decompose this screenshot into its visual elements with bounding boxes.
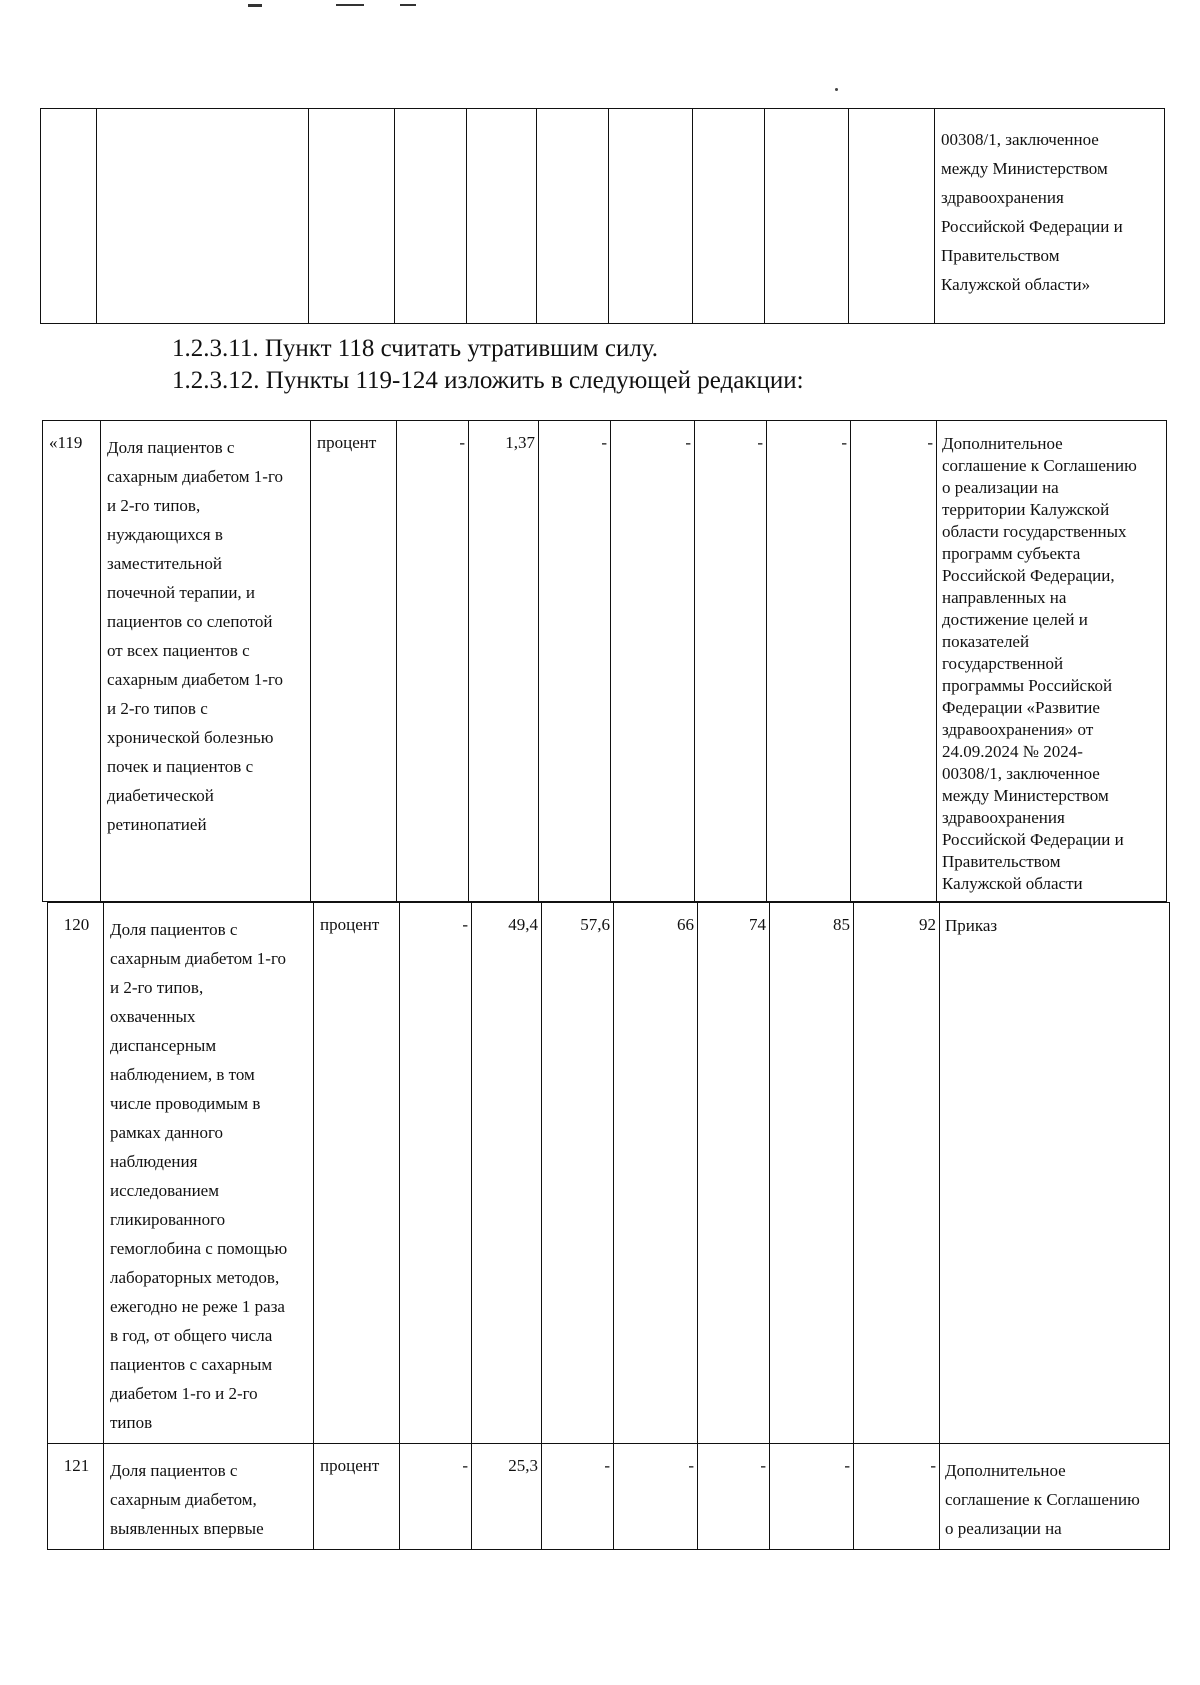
- value-cell: 1,37: [469, 421, 539, 902]
- scan-mark: [248, 4, 262, 7]
- value-cell: -: [400, 1444, 472, 1550]
- text-line: здравоохранения: [942, 808, 1065, 827]
- text-line: Правительством: [942, 852, 1061, 871]
- text-line: диабетом 1-го и 2-го: [110, 1384, 258, 1403]
- value-cell: 25,3: [472, 1444, 542, 1550]
- text-line: почек и пациентов с: [107, 757, 254, 776]
- text-line: здравоохранения» от: [942, 720, 1094, 739]
- value-cell: -: [397, 421, 469, 902]
- empty-cell: [309, 109, 395, 324]
- text-line: заместительной: [107, 554, 222, 573]
- text-line: сахарным диабетом 1-го: [110, 949, 287, 968]
- text-line: гликированного: [110, 1210, 226, 1229]
- row-number: «119: [43, 421, 101, 902]
- value-cell: 57,6: [542, 903, 614, 1444]
- text-line: хронической болезнью: [107, 728, 274, 747]
- empty-cell: [609, 109, 693, 324]
- text-line: диспансерным: [110, 1036, 217, 1055]
- unit-cell: процент: [311, 421, 397, 902]
- source-document-cell: [935, 109, 1165, 324]
- indicators-table: [42, 420, 1167, 902]
- text-line: исследованием: [110, 1181, 219, 1200]
- text-line: пациентов со слепотой: [107, 612, 273, 631]
- text-line: и 2-го типов с: [107, 699, 208, 718]
- value-cell: -: [539, 421, 611, 902]
- empty-cell: [395, 109, 467, 324]
- text-line: Доля пациентов с: [110, 920, 238, 939]
- indicators-table-continued: [47, 902, 1170, 1550]
- scan-mark: [336, 4, 364, 6]
- text-line: и 2-го типов,: [107, 496, 201, 515]
- text-line: между Министерством: [942, 786, 1109, 805]
- text-line: достижение целей и: [942, 610, 1088, 629]
- text-line: наблюдения: [110, 1152, 198, 1171]
- text-line: Правительством: [941, 246, 1060, 265]
- row-number: 121: [48, 1444, 104, 1550]
- text-line: направленных на: [942, 588, 1067, 607]
- text-line: ежегодно не реже 1 раза: [110, 1297, 285, 1316]
- scan-mark: [400, 4, 416, 6]
- text-line: программ субъекта: [942, 544, 1081, 563]
- text-line: Приказ: [945, 916, 998, 935]
- text-line: Российской Федерации и: [941, 217, 1123, 236]
- indicator-name: [101, 421, 311, 902]
- text-line: наблюдением, в том: [110, 1065, 255, 1084]
- text-line: Калужской области»: [941, 275, 1091, 294]
- text-line: сахарным диабетом 1-го: [107, 670, 284, 689]
- text-line: Федерации «Развитие: [942, 698, 1100, 717]
- text-line: ретинопатией: [107, 815, 207, 834]
- empty-cell: [693, 109, 765, 324]
- table-row: [48, 1444, 1170, 1550]
- text-line: типов: [110, 1413, 153, 1432]
- value-cell: -: [854, 1444, 940, 1550]
- unit-cell: процент: [314, 903, 400, 1444]
- text-line: почечной терапии, и: [107, 583, 256, 602]
- text-line: Дополнительное: [945, 1461, 1066, 1480]
- source-document-cell: [940, 903, 1170, 1444]
- empty-cell: [849, 109, 935, 324]
- text-line: Российской Федерации и: [942, 830, 1124, 849]
- text-line: программы Российской: [942, 676, 1113, 695]
- table-row: [48, 903, 1170, 1444]
- text-line: выявленных впервые: [110, 1519, 264, 1538]
- text-line: Калужской области: [942, 874, 1083, 893]
- text-line: 24.09.2024 № 2024-: [942, 742, 1083, 761]
- value-cell: 74: [698, 903, 770, 1444]
- text-line: области государственных: [942, 522, 1127, 541]
- row-number: 120: [48, 903, 104, 1444]
- text-line: от всех пациентов с: [107, 641, 250, 660]
- text-line: государственной: [942, 654, 1064, 673]
- text-line: Дополнительное: [942, 434, 1063, 453]
- empty-cell: [765, 109, 849, 324]
- source-document-cell: [940, 1444, 1170, 1550]
- paragraph-1-2-3-11: 1.2.3.11. Пункт 118 считать утратившим силу.: [172, 335, 659, 362]
- value-cell: -: [542, 1444, 614, 1550]
- empty-cell: [41, 109, 97, 324]
- text-line: между Министерством: [941, 159, 1108, 178]
- text-line: Доля пациентов с: [107, 438, 235, 457]
- text-line: и 2-го типов,: [110, 978, 204, 997]
- value-cell: -: [400, 903, 472, 1444]
- value-cell: -: [767, 421, 851, 902]
- text-line: охваченных: [110, 1007, 196, 1026]
- text-line: соглашение к Соглашению: [942, 456, 1137, 475]
- empty-cell: [467, 109, 537, 324]
- unit-cell: процент: [314, 1444, 400, 1550]
- text-line: нуждающихся в: [107, 525, 223, 544]
- value-cell: 85: [770, 903, 854, 1444]
- text-line: лабораторных методов,: [110, 1268, 280, 1287]
- text-line: здравоохранения: [941, 188, 1064, 207]
- indicator-name: [104, 903, 314, 1444]
- text-line: соглашение к Соглашению: [945, 1490, 1140, 1509]
- value-cell: -: [698, 1444, 770, 1550]
- text-line: гемоглобина с помощью: [110, 1239, 288, 1258]
- amendment-paragraphs: [172, 333, 804, 397]
- empty-cell: [537, 109, 609, 324]
- text-line: Доля пациентов с: [110, 1461, 238, 1480]
- scan-dot: [835, 88, 838, 91]
- text-line: показателей: [942, 632, 1030, 651]
- text-line: территории Калужской: [942, 500, 1110, 519]
- text-line: о реализации на: [942, 478, 1059, 497]
- paragraph-1-2-3-12: 1.2.3.12. Пункты 119-124 изложить в следующей редакции:: [172, 367, 804, 394]
- text-line: пациентов с сахарным: [110, 1355, 273, 1374]
- value-cell: 49,4: [472, 903, 542, 1444]
- text-line: 00308/1, заключенное: [941, 130, 1099, 149]
- empty-cell: [97, 109, 309, 324]
- text-line: сахарным диабетом 1-го: [107, 467, 284, 486]
- text-line: 00308/1, заключенное: [942, 764, 1100, 783]
- text-line: о реализации на: [945, 1519, 1062, 1538]
- value-cell: 66: [614, 903, 698, 1444]
- text-line: рамках данного: [110, 1123, 224, 1142]
- value-cell: -: [851, 421, 937, 902]
- value-cell: -: [611, 421, 695, 902]
- text-line: сахарным диабетом,: [110, 1490, 257, 1509]
- value-cell: -: [770, 1444, 854, 1550]
- continuation-table: [40, 108, 1165, 324]
- source-document-cell: [937, 421, 1167, 902]
- value-cell: -: [614, 1444, 698, 1550]
- value-cell: -: [695, 421, 767, 902]
- text-line: диабетической: [107, 786, 214, 805]
- text-line: числе проводимым в: [110, 1094, 261, 1113]
- text-line: в год, от общего числа: [110, 1326, 273, 1345]
- value-cell: 92: [854, 903, 940, 1444]
- text-line: Российской Федерации,: [942, 566, 1115, 585]
- table-row: [41, 109, 1165, 324]
- table-row: [43, 421, 1167, 902]
- indicator-name: [104, 1444, 314, 1550]
